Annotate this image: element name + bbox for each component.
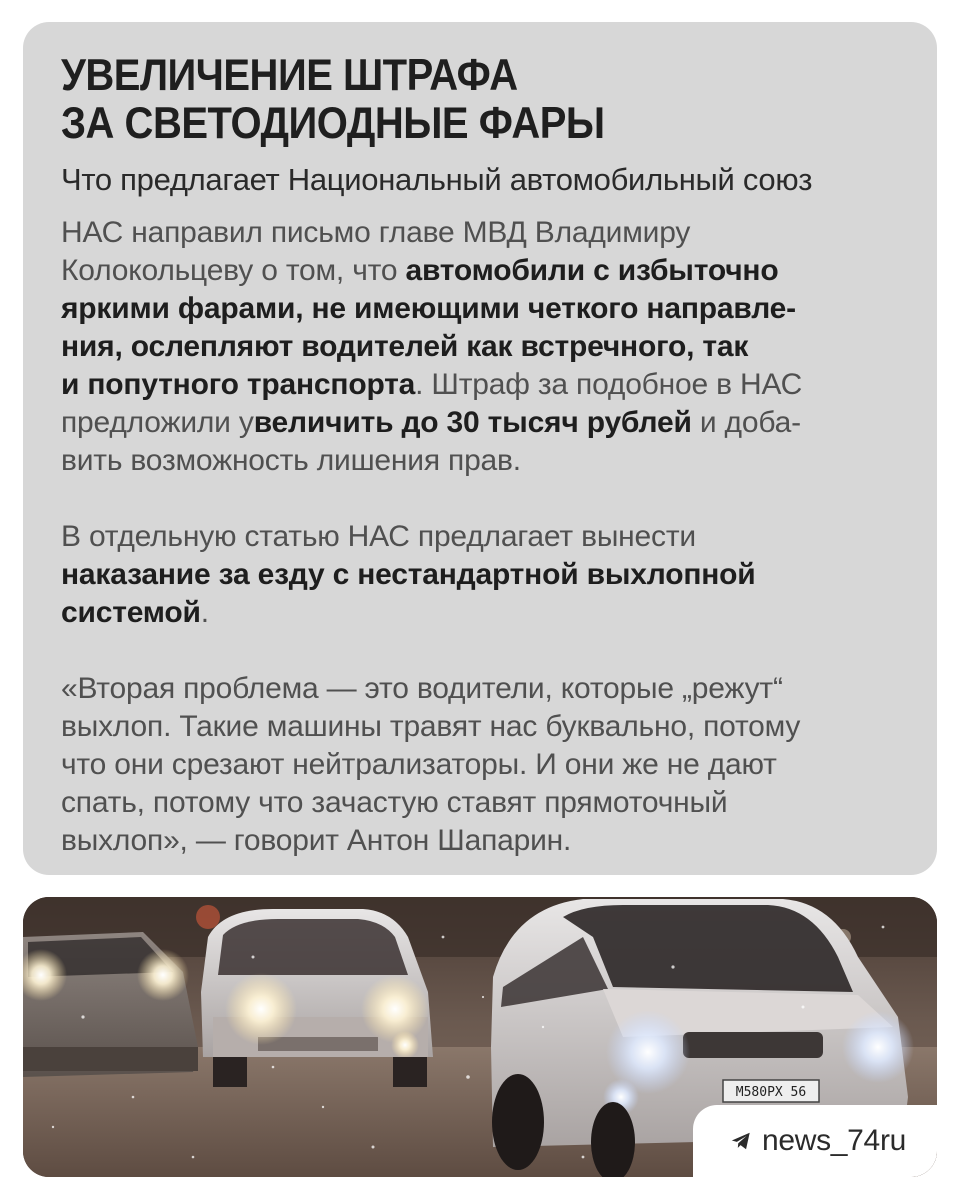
text-line bbox=[61, 746, 907, 784]
text: НАС направил письмо главе МВД Владимиру bbox=[61, 216, 691, 249]
text-line bbox=[61, 366, 907, 404]
bold-text: наказание за езду с нестандартной выхлопной bbox=[61, 558, 756, 591]
bold-text: величить до 30 тысяч рублей bbox=[253, 406, 692, 439]
source-tag[interactable] bbox=[693, 1105, 937, 1177]
telegram-icon bbox=[730, 1130, 752, 1152]
bold-text: системой bbox=[61, 596, 201, 629]
text-line bbox=[61, 404, 907, 442]
text: «Вторая проблема — это водители, которые „режут“ bbox=[61, 672, 783, 705]
bold-text: яркими фарами, не имеющими четкого направле- bbox=[61, 292, 796, 325]
text: и доба- bbox=[691, 406, 801, 439]
text-line bbox=[61, 670, 907, 708]
bold-text: автомобили с избыточно bbox=[405, 254, 779, 287]
paragraph-nas-letter bbox=[61, 214, 907, 480]
car-left bbox=[23, 932, 198, 1077]
text-line bbox=[61, 252, 907, 290]
text: . bbox=[200, 596, 209, 629]
text: . Штраф за подобное в НАС bbox=[415, 368, 803, 401]
source-handle: news_74ru bbox=[761, 1124, 907, 1157]
text: В отдельную статью НАС предлагает вынести bbox=[61, 520, 696, 553]
text-line bbox=[61, 290, 907, 328]
text: предложили у bbox=[61, 406, 254, 439]
license-plate: М580РХ 56 bbox=[735, 1085, 807, 1100]
text: что они срезают нейтрализаторы. И они же не дают bbox=[61, 748, 777, 781]
photo-cars-headlights bbox=[23, 897, 937, 1177]
text-line bbox=[61, 708, 907, 746]
headline-line: УВЕЛИЧЕНИЕ ШТРАФА bbox=[61, 50, 518, 101]
text: вить возможность лишения прав. bbox=[61, 444, 521, 477]
text: Колокольцеву о том, что bbox=[61, 254, 406, 287]
text-line bbox=[61, 784, 907, 822]
bold-text: и попутного транспорта bbox=[61, 368, 416, 401]
text-line bbox=[61, 822, 907, 860]
headline-line: ЗА СВЕТОДИОДНЫЕ ФАРЫ bbox=[61, 99, 605, 149]
paragraph-quote bbox=[61, 670, 907, 860]
text: спать, потому что зачастую ставят прямоточный bbox=[61, 786, 728, 819]
text-line bbox=[61, 214, 907, 252]
bold-text: ния, ослепляют водителей как встречного, так bbox=[61, 330, 749, 363]
text-line bbox=[61, 328, 907, 366]
subtitle: Что предлагает Национальный автомобильный союз bbox=[61, 162, 813, 197]
paragraph-exhaust bbox=[61, 518, 907, 632]
text-line bbox=[61, 594, 907, 632]
text-line bbox=[61, 442, 907, 480]
text: выхлоп», — говорит Антон Шапарин. bbox=[61, 824, 572, 857]
text: выхлоп. Такие машины травят нас буквально, потому bbox=[61, 710, 801, 743]
text-line bbox=[61, 556, 907, 594]
text-line bbox=[61, 518, 907, 556]
article-card bbox=[23, 22, 937, 875]
headline bbox=[61, 52, 907, 148]
